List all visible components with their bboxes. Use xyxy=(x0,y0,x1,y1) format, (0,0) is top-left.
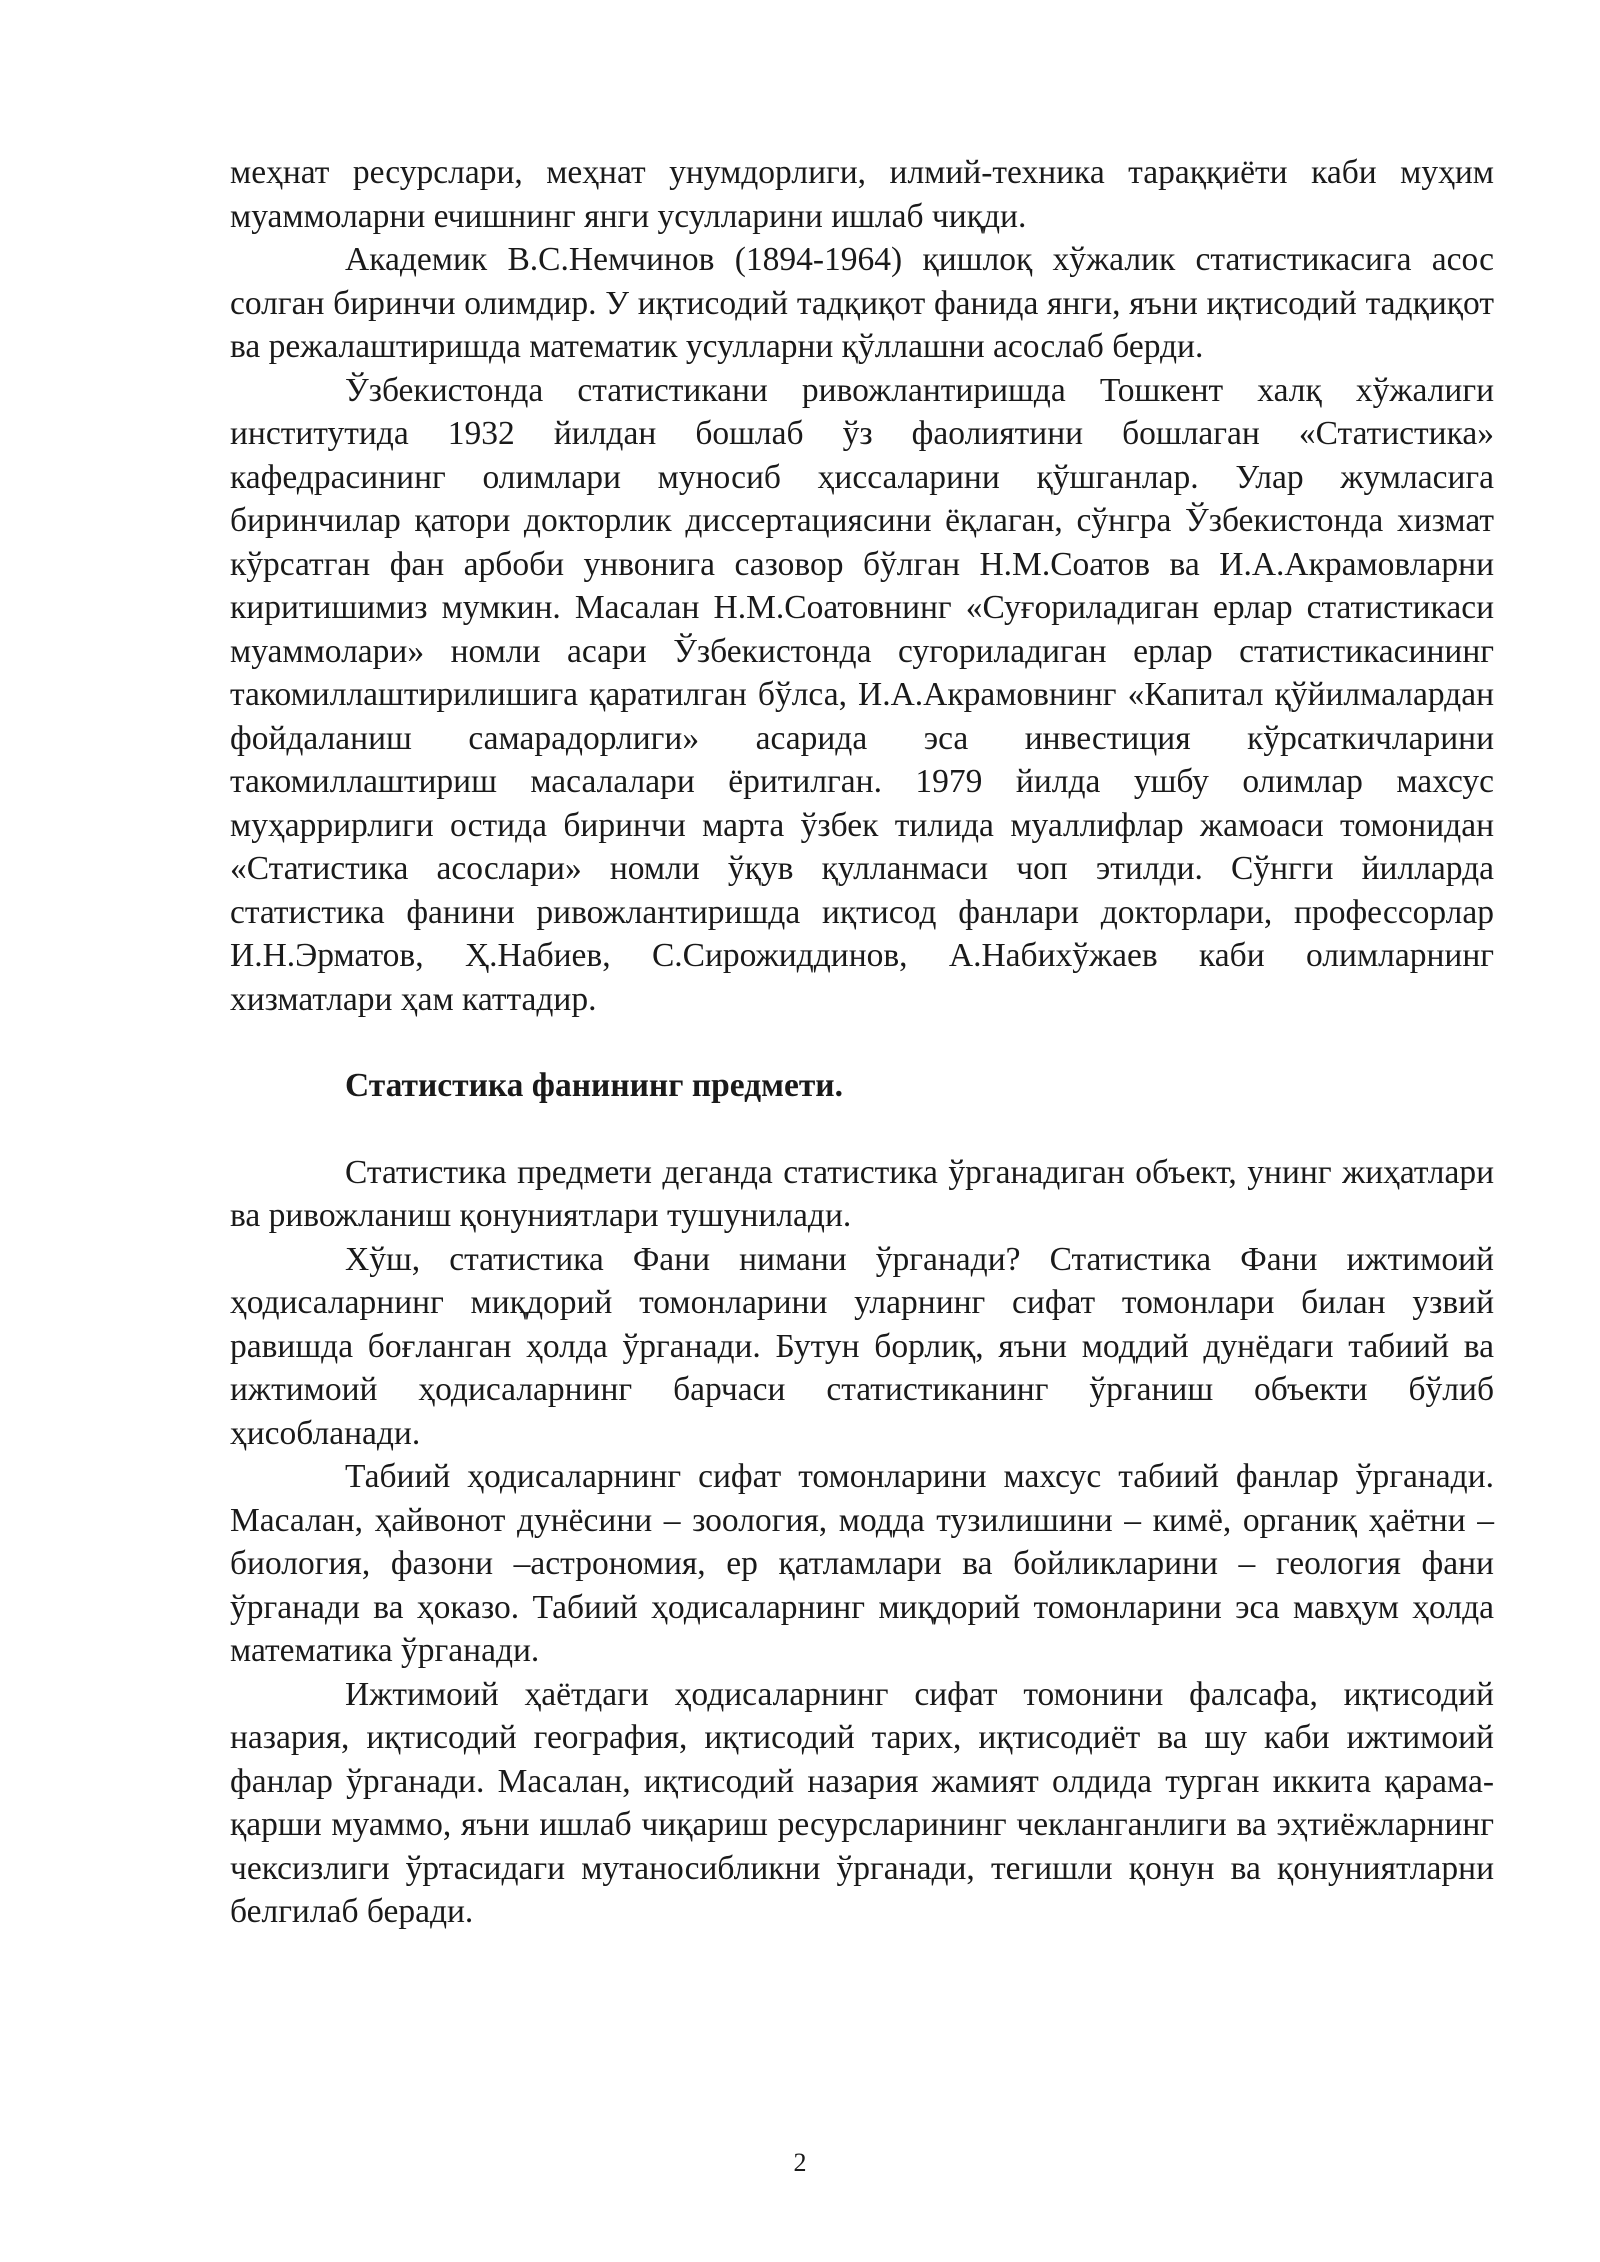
paragraph-nemchinov: Академик В.С.Немчинов (1894-1964) қишлоқ хўжалик статистикасига асос солган биринчи олимдир. У иқтисодий тадқиқот фанида янги, яъни иқтисодий тадқиқот ва режалаштиришда математик усулларни қўллашни асослаб берди. xyxy=(230,241,1494,365)
paragraph-social-phenomena: Ижтимоий ҳаётдаги ҳодисаларнинг сифат томонини фалсафа, иқтисодий назария, иқтисодий география, иқтисодий тарих, иқтисодиёт ва шу каби ижтимоий фанлар ўрганади. Масалан, иқтисодий назария жамият олдида турган иккита қарама-қарши муаммо, яъни ишлаб чиқариш ресурсларининг чекланганлиги ва эҳтиёжларнинг чексизлиги ўртасидаги мутаносибликни ўрганади, тегишли қонун ва қонуниятларни белгилаб беради. xyxy=(230,1675,1494,1930)
paragraph-natural-phenomena: Табиий ҳодисаларнинг сифат томонларини махсус табиий фанлар ўрганади. Масалан, ҳайвонот дунёсини – зоология, модда тузилишини – кимё, органиқ ҳаётни – биология, фазони –астрономия, ер қатламлари ва бойликларини – геология фани ўрганади ва ҳоказо. Табиий ҳодисаларнинг миқдорий томонларини эса мавҳум ҳолда математика ўрганади. xyxy=(230,1458,1494,1669)
section-heading: Статистика фанининг предмети. xyxy=(345,1067,843,1104)
document-body xyxy=(230,151,1494,1934)
paragraph-subject-definition: Статистика предмети деганда статистика ўрганадиган объект, унинг жиҳатлари ва ривожланиш қонуниятлари тушунилади. xyxy=(230,1153,1494,1234)
paragraph-what-statistics-studies: Хўш, статистика Фани нимани ўрганади? Статистика Фани ижтимоий ҳодисаларнинг миқдорий томонларини уларнинг сифат томонлари билан узвий равишда боғланган ҳолда ўрганади. Бутун борлиқ, яъни моддий дунёдаги табиий ва ижтимоий ҳодисаларнинг барчаси статистиканинг ўрганиш объекти бўлиб ҳисобланади. xyxy=(230,1240,1494,1452)
paragraph-uzbekistan-statistics: Ўзбекистонда статистикани ривожлантиришда Тошкент халқ хўжалиги институтида 1932 йилдан бошлаб ўз фаолиятини бошлаган «Статистика» кафедрасининг олимлари муносиб ҳиссаларини қўшганлар. Улар жумласига биринчилар қатори докторлик диссертациясини ёқлаган, сўнгра Ўзбекистонда хизмат кўрсатган фан арбоби унвонига сазовор бўлган Н.М.Соатов ва И.А.Акрамовларни киритишимиз мумкин. Масалан Н.М.Соатовнинг «Суғориладиган ерлар статистикаси муаммолари» номли асари Ўзбекистонда сугориладиган ерлар статистикасининг такомиллаштирилишига қаратилган бўлса, И.А.Акрамовнинг «Капитал қўйилмалардан фойдаланиш самарадорлиги» асарида эса инвестиция кўрсаткичларини такомиллаштириш масалалари ёритилган. 1979 йилда ушбу олимлар махсус муҳаррирлиги остида биринчи марта ўзбек тилида муаллифлар жамоаси томонидан «Статистика асослари» номли ўқув қулланмаси чоп этилди. Сўнгги йилларда статистика фанини ривожлантиришда иқтисод фанлари докторлари, профессорлар И.Н.Эрматов, Ҳ.Набиев, С.Сирожиддинов, А.Набихўжаев каби олимларнинг хизматлари ҳам каттадир. xyxy=(230,371,1494,1018)
page-number: 2 xyxy=(793,2148,807,2177)
paragraph-continuation: меҳнат ресурслари, меҳнат унумдорлиги, илмий-техника тараққиёти каби муҳим муаммоларни ечишнинг янги усулларини ишлаб чиқди. xyxy=(230,154,1494,235)
